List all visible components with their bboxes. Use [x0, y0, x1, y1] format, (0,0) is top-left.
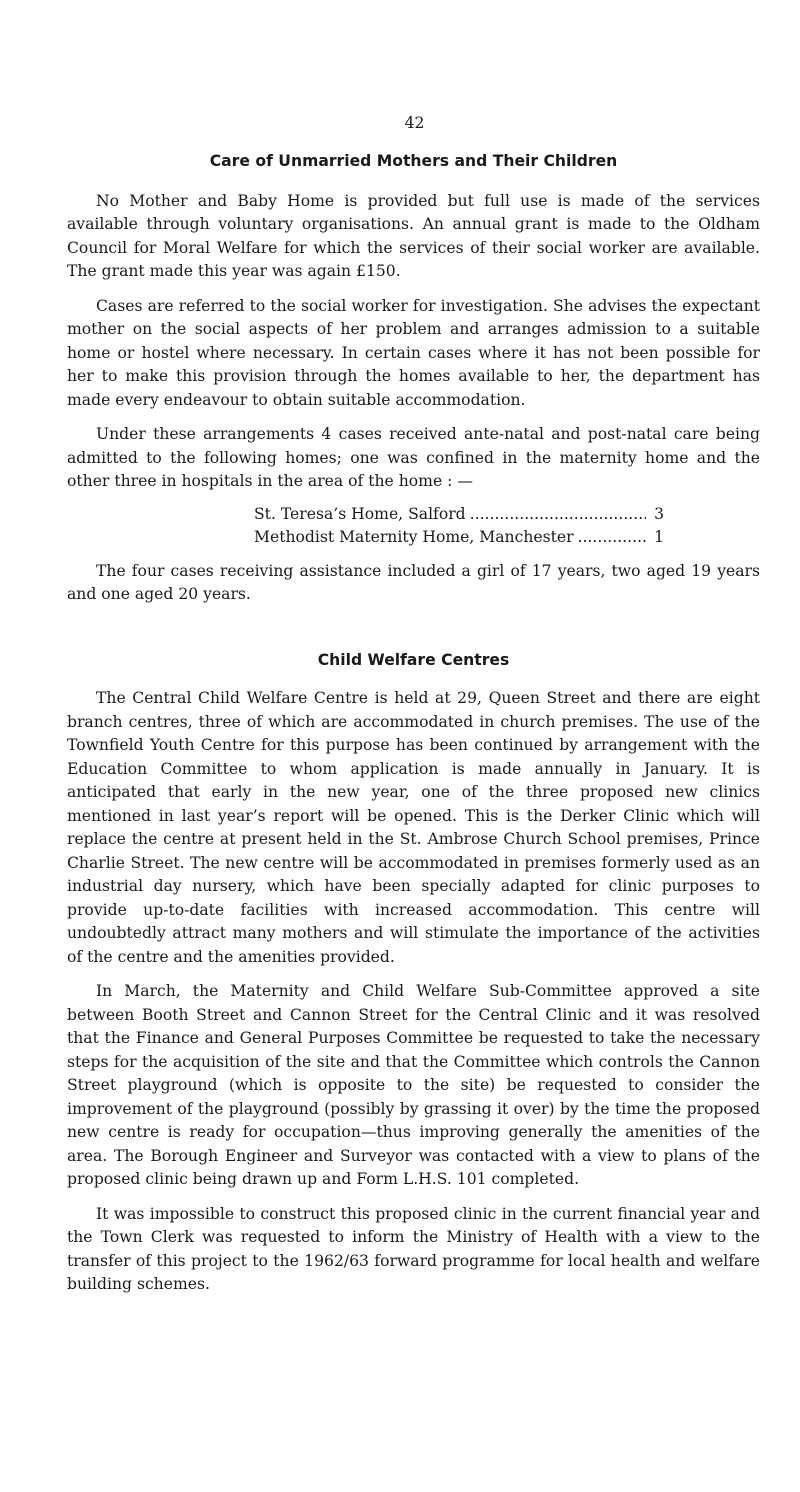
section-title-unmarried-mothers: Care of Unmarried Mothers and Their Children	[209, 152, 618, 170]
paragraph: No Mother and Baby Home is provided but full use is made of the services available through voluntary organisations. An annual grant is made to the Oldham Council for Moral Welfare for which the services of their social worker are available. The grant made this year was again £150.	[67, 191, 760, 280]
page-number: 42	[404, 114, 425, 132]
home-name: St. Teresa’s Home, Salford	[254, 504, 466, 523]
home-name: Methodist Maternity Home, Manchester	[254, 528, 574, 546]
homes-list	[67, 503, 760, 550]
dot-leader	[578, 526, 646, 550]
dot-leader	[470, 503, 646, 527]
paragraph: Cases are referred to the social worker for investigation. She advises the expectant mother on the social aspects of her problem and arranges admission to a suitable home or hostel where necessary. In certain cases where it has not been possible for her to make this provision through the homes available to her, the department has made every endeavour to obtain suitable accommodation.	[67, 296, 760, 409]
home-entry	[254, 526, 664, 550]
home-count: 3	[654, 504, 664, 523]
paragraph: The Central Child Welfare Centre is held at 29, Queen Street and there are eight branch centres, three of which are accommodated in church premises. The use of the Townfield Youth Centre for this purpose has been continued by arrangement with the Education Committee to whom application is made annually in January. It is anticipated that early in the new year, one of the three proposed new clinics mentioned in last year’s report will be opened. This is the Derker Clinic which will replace the centre at present held in the St. Ambrose Church School premises, Prince Charlie Street. The new centre will be accommodated in premises formerly used as an industrial day nursery, which have been specially adapted for clinic purposes to provide up-to-date facilities with increased accommodation. This centre will undoubtedly attract many mothers and will stimulate the importance of the activities of the centre and the amenities provided.	[67, 689, 760, 966]
paragraph: In March, the Maternity and Child Welfare Sub-Committee approved a site between Booth Street and Cannon Street for the Central Clinic and it was resolved that the Finance and General Purposes Committee be requested to take the necessary steps for the acquisition of the site and that the Committee which controls the Cannon Street playground (which is opposite to the site) be requested to consider the improvement of the playground (possibly by grassing it over) by the time the proposed new centre is ready for occupation—thus improving generally the amenities of the area. The Borough Engineer and Surveyor was contacted with a view to plans of the proposed clinic being drawn up and Form L.H.S. 101 completed.	[67, 982, 760, 1188]
paragraph: Under these arrangements 4 cases received ante-natal and post-natal care being admitted to the following homes; one was confined in the maternity home and the other three in hospitals in the area of the home : —	[67, 425, 760, 490]
paragraph: The four cases receiving assistance included a girl of 17 years, two aged 19 years and one aged 20 years.	[67, 561, 760, 603]
section-title-child-welfare-centres: Child Welfare Centres	[317, 650, 510, 669]
home-entry	[254, 503, 664, 527]
home-count: 1	[654, 528, 664, 546]
paragraph: It was impossible to construct this proposed clinic in the current financial year and the Town Clerk was requested to inform the Ministry of Health with a view to the transfer of this project to the 1962/63 forward programme for local health and welfare building schemes.	[67, 1204, 760, 1293]
